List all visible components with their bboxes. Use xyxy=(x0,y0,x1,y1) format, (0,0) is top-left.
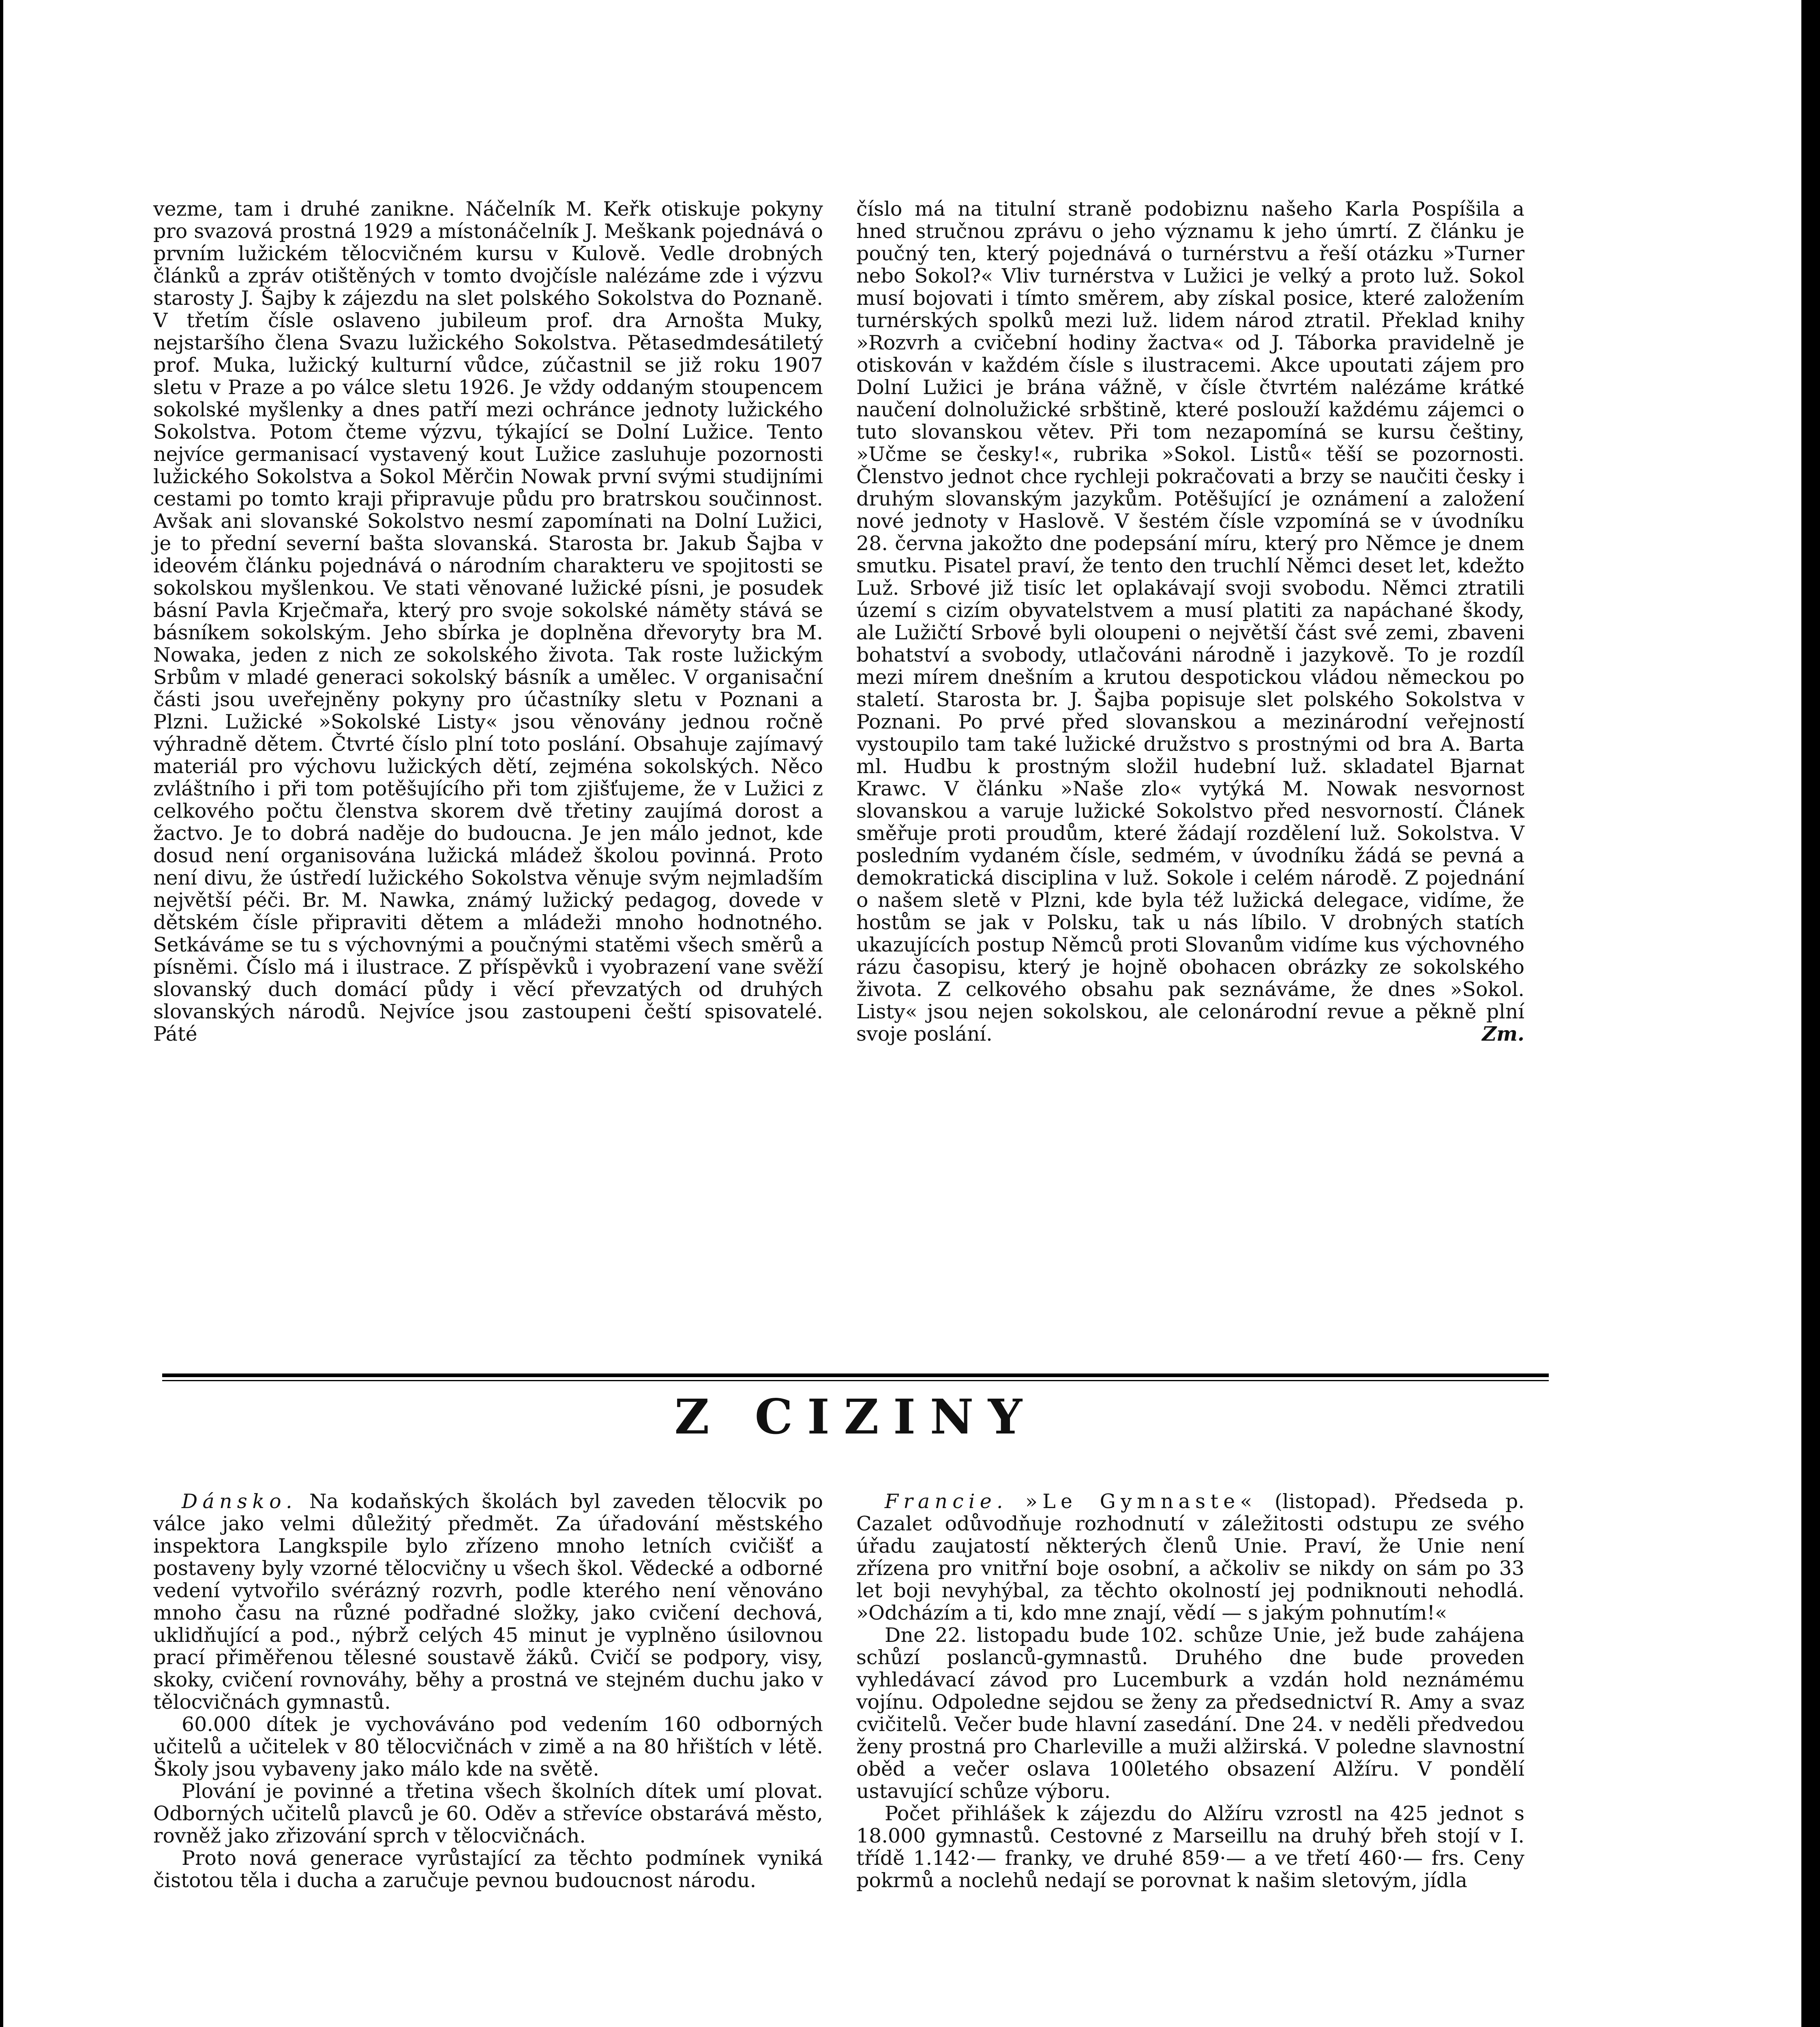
france-text-1: (listopad). Předseda p. Cazalet odůvodňuje rozhodnutí v záležitosti odstupu ze svého úřadu zaujatostí některých členů Unie. Praví, že Unie není zřízena pro vnitřní boje osobní, a ačkoliv se nikdy on sám po 33 let boji nevyhýbal, za těchto okolností jej podniknouti nehodlá. »Odcházím a ti, kdo mne znají, vědí — s jakým pohnutím!« xyxy=(856,1490,1524,1624)
france-paragraph-3: Počet přihlášek k zájezdu do Alžíru vzrostl na 425 jednot s 18.000 gymnastů. Cestovné z Marseillu na druhý břeh stojí v I. třídě 1.142·— franky, ve druhé 859·— a ve třetí 460·— frs. Ceny pokrmů a noclehů nedají se porovnat k našim sletovým, jídla xyxy=(856,1802,1524,1892)
journal-name: »Le Gymnaste« xyxy=(1025,1490,1257,1513)
scan-edge-left xyxy=(0,0,3,2027)
section-rule-thick xyxy=(162,1373,1549,1377)
denmark-paragraph-2: 60.000 dítek je vychováváno pod vedením 160 odborných učitelů a učitelek v 80 tělocvičnách v zimě a na 80 hřištích v létě. Školy jsou vybaveny jako málo kde na světě. xyxy=(153,1713,823,1781)
top-right-paragraph xyxy=(856,198,1524,1045)
france-paragraph-2: Dne 22. listopadu bude 102. schůze Unie, jež bude zahájena schůzí poslanců-gymnastů. Druhého dne bude proveden vyhledávací závod pro Lucemburk a vzdán hold neznámému vojínu. Odpoledne sejdou se ženy za předsednictví R. Amy a svaz cvičitelů. Večer bude hlavní zasedání. Dne 24. v neděli předvedou ženy prostná pro Charleville a muži alžirská. V poledne slavnostní oběd a večer oslava 100letého obsazení Alžíru. V pondělí ustavující schůze výboru. xyxy=(856,1624,1524,1803)
denmark-text-1: Na kodaňských školách byl zaveden tělocvik po válce jako velmi důležitý předmět. Za úřadování městského inspektora Langkspile bylo zřízeno mnoho letních cvičišť a postaveny byly vzorné tělocvičny u všech škol. Vědecké a odborné vedení vytvořilo svérázný rozvrh, podle kterého není věnováno mnoho času na různé podřadné složky, jako cvičení dechová, uklidňující a pod., nýbrž celých 45 minut je vyplněno úsilovnou prací přiměřenou tělesné soustavě žáků. Cvičí se podpory, visy, skoky, cvičení rovnováhy, běhy a prostná ve stejném duchu jako v tělocvičnách gymnastů. xyxy=(153,1490,823,1714)
top-left-column xyxy=(153,198,823,1045)
scan-edge-right xyxy=(1801,0,1820,2027)
country-denmark: Dánsko. xyxy=(182,1490,297,1513)
top-right-text: číslo má na titulní straně podobiznu našeho Karla Pospíšila a hned stručnou zprávu o jeho významu k jeho úmrtí. Z článku je poučný ten, který pojednává o turnérstvu a řeší otázku »Turner nebo Sokol?« Vliv turnérstva v Lužici je velký a proto luž. Sokol musí bojovati i tímto směrem, aby získal posice, které založením turnérských spolků mezi luž. lidem národ ztratil. Překlad knihy »Rozvrh a cvičební hodiny žactva« od J. Táborka pravidelně je otiskován v každém čísle s ilustracemi. Akce upoutati zájem pro Dolní Lužici je brána vážně, v čísle čtvrtém nalézáme krátké naučení dolnolužické srbštině, které poslouží každému zájemci o tuto slovanskou větev. Při tom nezapomíná se kursu češtiny, »Učme se česky!«, rubrika »Sokol. Listů« těší se pozornosti. Členstvo jednot chce rychleji pokračovati a brzy se naučiti česky i druhým slovanským jazykům. Potěšující je oznámení a založení nové jednoty v Haslově. V šestém čísle vzpomíná se v úvodníku 28. června jakožto dne podepsání míru, který pro Němce je dnem smutku. Pisatel praví, že tento den truchlí Němci deset let, kdežto Luž. Srbové již tisíc let oplakávají svoji svobodu. Němci ztratili území s cizím obyvatelstvem a musí platiti za napáchané škody, ale Lužičtí Srbové byli oloupeni o největší část své zemi, zbaveni bohatství a svobody, utlačováni národně i jazykově. To je rozdíl mezi mírem dnešním a krutou despotickou vládou německou po staletí. Starosta br. J. Šajba popisuje slet polského Sokolstva v Poznani. Po prvé před slovanskou a mezinárodní veřejností vystoupilo tam také lužické družstvo s prostnými od bra A. Barta ml. Hudbu k prostným složil hudební luž. skladatel Bjarnat Krawc. V článku »Naše zlo« vytýká M. Nowak nesvornost slovanskou a varuje lužické Sokolstvo před nesvorností. Článek směřuje proti proudům, které žádají rozdělení luž. Sokolstva. V posledním vydaném čísle, sedmém, v úvodníku žádá se pevná a demokratická disciplina v luž. Sokole i celém národě. Z pojednání o našem sletě v Plzni, kde byla též lužická delegace, vidíme, že hostům se jak v Polsku, tak u nás líbilo. V drobných statích ukazujících postup Němců proti Slovanům vidíme kus výchovného rázu časopisu, který je hojně obohacen obrázky ze sokolského života. Z celkového obsahu pak seznáváme, že dnes »Sokol. Listy« jsou nejen sokolskou, ale celonárodní revue a pěkně plní svoje poslání. xyxy=(856,197,1524,1046)
france-paragraph-1 xyxy=(856,1490,1524,1624)
country-france: Francie. xyxy=(885,1490,1008,1513)
bottom-right-column xyxy=(856,1490,1524,1892)
bottom-left-column xyxy=(153,1490,823,1892)
denmark-paragraph-3: Plování je povinné a třetina všech školních dítek umí plovat. Odborných učitelů plavců je 60. Oděv a střevíce obstarává město, rovněž jako zřizování sprch v tělocvičnách. xyxy=(153,1780,823,1847)
top-left-paragraph: vezme, tam i druhé zanikne. Náčelník M. Keřk otiskuje pokyny pro svazová prostná 1929 a místonáčelník J. Meškank pojednává o prvním lužickém tělocvičném kursu v Kulově. Vedle drobných článků a zpráv otištěných v tomto dvojčísle nalézáme zde i výzvu starosty J. Šajby k zájezdu na slet polského Sokolstva do Poznaně. V třetím čísle oslaveno jubileum prof. dra Arnošta Muky, nejstaršího člena Svazu lužického Sokolstva. Pětasedmdesátiletý prof. Muka, lužický kulturní vůdce, zúčastnil se již roku 1907 sletu v Praze a po válce sletu 1926. Je vždy oddaným stoupencem sokolské myšlenky a dnes patří mezi ochránce jednoty lužického Sokolstva. Potom čteme výzvu, týkající se Dolní Lužice. Tento nejvíce germanisací vystavený kout Lužice zasluhuje pozornosti lužického Sokolstva a Sokol Měrčin Nowak první svými studijními cestami po tomto kraji připravuje půdu pro bratrskou součinnost. Avšak ani slovanské Sokolstvo nesmí zapomínati na Dolní Lužici, je to přední severní bašta slovanská. Starosta br. Jakub Šajba v ideovém článku pojednává o národním charakteru ve spojitosti se sokolskou myšlenkou. Ve stati věnované lužické písni, je posudek básní Pavla Krječmařa, který pro svoje sokolské náměty stává se básníkem sokolským. Jeho sbírka je doplněna dřevoryty bra M. Nowaka, jeden z nich ze sokolského života. Tak roste lužickým Srbům v mladé generaci sokolský básník a umělec. V organisační části jsou uveřejněny pokyny pro účastníky sletu v Poznani a Plzni. Lužické »Sokolské Listy« jsou věnovány jednou ročně výhradně dětem. Čtvrté číslo plní toto poslání. Obsahuje zajímavý materiál pro výchovu lužických dětí, zejména sokolských. Něco zvláštního i při tom potěšujícího při tom zjišťujeme, že v Lužici z celkového počtu členstva skorem dvě třetiny zaujímá dorost a žactvo. Je to dobrá naděje do budoucna. Je jen málo jednot, kde dosud není organisována lužická mládež školou povinná. Proto není divu, že ústředí lužického Sokolstva věnuje svým nejmladším největší péči. Br. M. Nawka, známý lužický pedagog, dovede v dětském čísle připraviti dětem a mládeži mnoho hodnotného. Setkáváme se tu s výchovnými a poučnými statěmi všech směrů a písněmi. Číslo má i ilustrace. Z příspěvků i vyobrazení vane svěží slovanský duch domácí půdy i věcí převzatých od druhých slovanských národů. Nejvíce jsou zastoupeni čeští spisovatelé. Páté xyxy=(153,197,823,1046)
denmark-paragraph-1 xyxy=(153,1490,823,1713)
section-title: Z CIZINY xyxy=(674,1388,1037,1445)
section-rule-thin xyxy=(162,1380,1549,1381)
denmark-paragraph-4: Proto nová generace vyrůstající za těchto podmínek vyniká čistotou těla i ducha a zaručuje pevnou budoucnost národu. xyxy=(153,1847,823,1892)
signature: Zm. xyxy=(1482,1022,1524,1046)
top-right-column xyxy=(856,198,1524,1045)
